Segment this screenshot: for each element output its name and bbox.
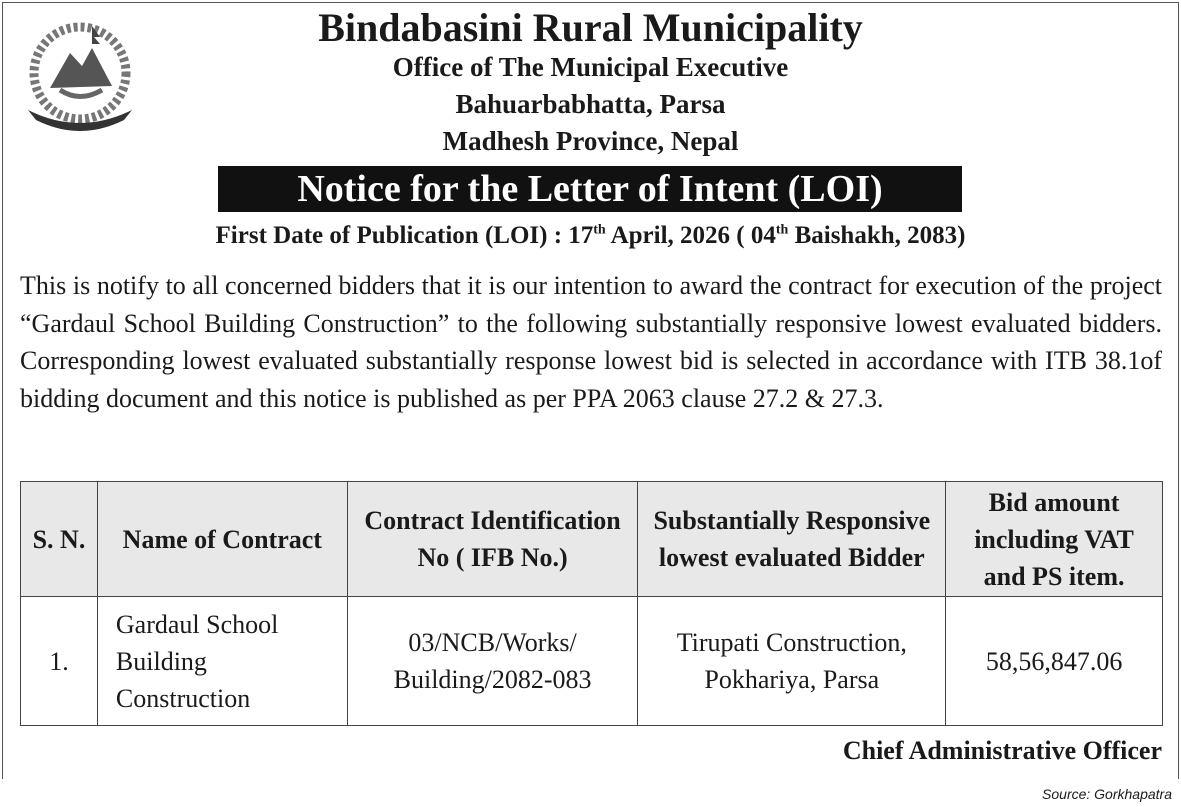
- header-ifb-no: Contract Identification No ( IFB No.): [347, 482, 638, 597]
- header-bidder: Substantially Responsive lowest evaluated Bidder: [638, 482, 946, 597]
- date-suffix: Baishakh, 2083): [788, 222, 966, 249]
- publication-date: [0, 222, 1181, 250]
- notice-body: This is notify to all concerned bidders that it is our intention to award the contract for execution of the project “Gardaul School Building Construction” to the following substantially responsive lowest evaluated bidders. Corresponding lowest evaluated substantially response lowest bid is selected in accordance with ITB 38.1of bidding document and this notice is published as per PPA 2063 clause 27.2 & 27.3.: [20, 271, 1162, 414]
- table-header-row: [21, 482, 1163, 597]
- signatory: Chief Administrative Officer: [842, 736, 1162, 765]
- date-prefix: First Date of Publication (LOI) : 17: [215, 222, 594, 249]
- cell-contract-name: Gardaul School Building Construction: [97, 597, 347, 726]
- header-sn: S. N.: [21, 482, 98, 597]
- header-contract-name: Name of Contract: [97, 482, 347, 597]
- header-bid-amount: Bid amount including VAT and PS item.: [946, 482, 1163, 597]
- cell-sn: 1.: [21, 597, 98, 726]
- loi-table: [20, 481, 1163, 726]
- province: Madhesh Province, Nepal: [442, 126, 739, 156]
- date-mid: April, 2026 ( 04: [605, 222, 776, 249]
- date-sup: th: [775, 222, 789, 238]
- office-name: Office of The Municipal Executive: [392, 52, 789, 82]
- source-credit: Source: Gorkhapatra: [1042, 786, 1172, 802]
- cell-ifb-no: 03/NCB/Works/ Building/2082-083: [347, 597, 638, 726]
- municipality-title: Bindabasini Rural Municipality: [318, 5, 863, 50]
- office-location: Bahuarbabhatta, Parsa: [455, 89, 726, 119]
- cell-bid-amount: 58,56,847.06: [946, 597, 1163, 726]
- date-sup: th: [593, 222, 606, 238]
- cell-bidder: Tirupati Construction, Pokhariya, Parsa: [638, 597, 946, 726]
- table-row: [21, 597, 1163, 726]
- notice-title: Notice for the Letter of Intent (LOI): [218, 166, 962, 212]
